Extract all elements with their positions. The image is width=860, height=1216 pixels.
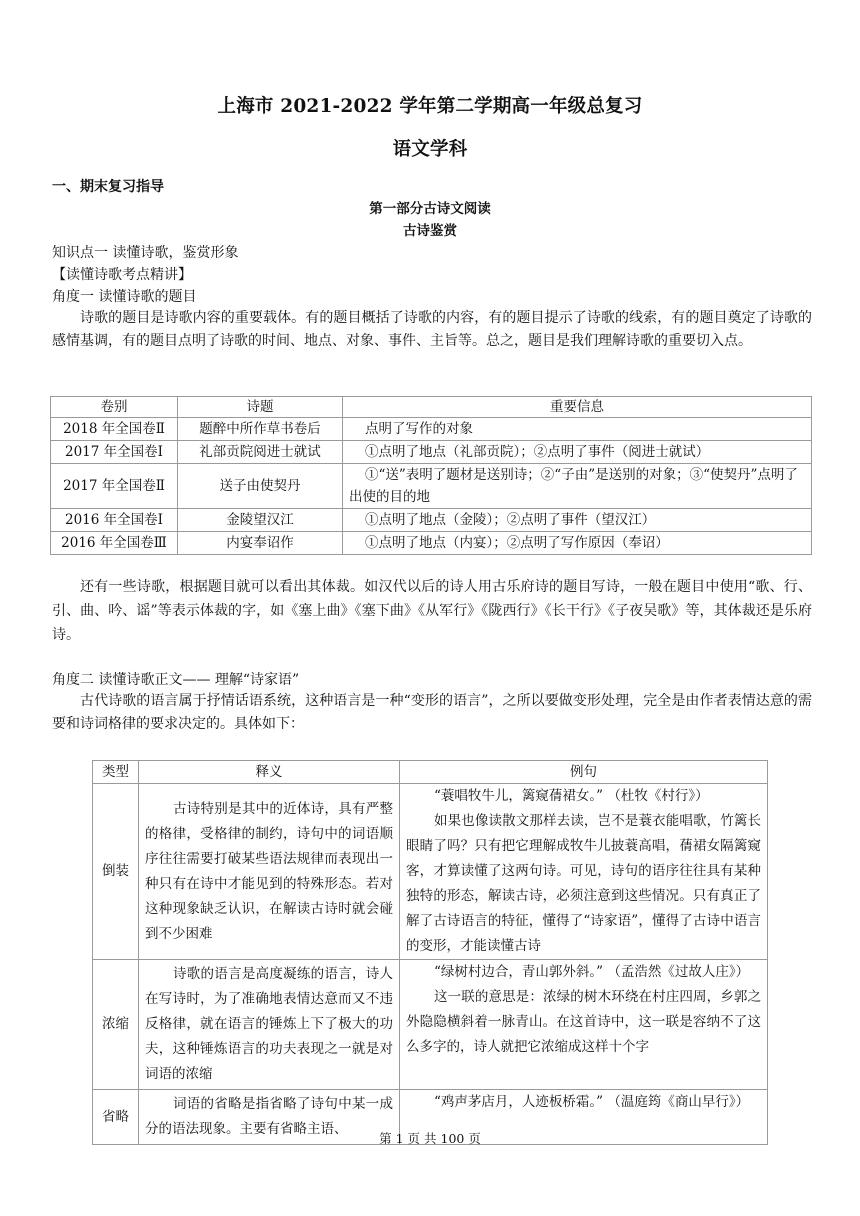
table-cell: 送子由使契丹 <box>178 464 343 509</box>
table-cell: 题醉中所作草书卷后 <box>178 418 343 441</box>
table-cell <box>139 960 400 1090</box>
column-header: 重要信息 <box>343 397 812 418</box>
example-quote: “蓑唱牧牛儿，篱窥蒨裙女。” （杜牧《村行》） <box>434 788 709 804</box>
table-header-row <box>93 761 768 784</box>
table-row <box>51 509 812 532</box>
poem-title-table <box>50 396 812 555</box>
table-cell: 2016 年全国卷Ⅲ <box>51 532 178 555</box>
paragraph: 古代诗歌的语言属于抒情话语系统，这种语言是一种“变形的语言”，之所以要做变形处理，完全是由作者表情达意的需要和诗词格律的要求决定的。具体如下： <box>52 693 812 732</box>
table-cell: ①点明了地点（内宴）；②点明了写作原因（奉诏） <box>343 532 812 555</box>
page-footer: 第 1 页 共 100 页 <box>379 1131 481 1146</box>
part-heading: 第一部分古诗文阅读 <box>369 201 491 217</box>
definition-text: 词语的省略是指省略了诗句中某一成分的语法现象。主要有省略主语、 <box>145 1096 393 1137</box>
knowledge-point: 知识点一 读懂诗歌，鉴赏形象 <box>52 245 239 261</box>
table-row <box>51 464 812 509</box>
table-cell: 2018 年全国卷Ⅱ <box>51 418 178 441</box>
example-explanation: 如果也像读散文那样去读，岂不是蓑衣能唱歌，竹篱长眼睛了吗？只有把它理解成牧牛儿披蓑高唱，蒨裙女隔篱窥客，才算读懂了这两句诗。可见，诗句的语序往往具有某种独特的形态，解读古诗，必须注意到这些情况。只有真正了解了古诗语言的特征，懂得了“诗家语”，懂得了古诗中语言的变形，才能读懂古诗 <box>406 813 761 954</box>
table-cell <box>139 784 400 960</box>
table-cell: ①点明了地点（礼部贡院）；②点明了事件（阅进士就试） <box>343 441 812 464</box>
table-cell: 浓缩 <box>93 960 139 1090</box>
table-cell: 点明了写作的对象 <box>343 418 812 441</box>
table-cell: ①点明了地点（金陵）；②点明了事件（望汉江） <box>343 509 812 532</box>
definition-text: 诗歌的语言是高度凝练的语言，诗人在写诗时，为了准确地表情达意而又不违反格律，就在语言的锤炼上下了极大的功夫，这种锤炼语言的功夫表现之一就是对词语的浓缩 <box>145 966 393 1082</box>
paragraph: 诗歌的题目是诗歌内容的重要载体。有的题目概括了诗歌的内容，有的题目提示了诗歌的线索，有的题目奠定了诗歌的感情基调，有的题目点明了诗歌的时间、地点、对象、事件、主旨等。总之，题目是我们理解诗歌的重要切入点。 <box>52 310 812 349</box>
document-subtitle: 语文学科 <box>392 139 468 160</box>
column-header: 例句 <box>400 761 768 784</box>
table-cell: 内宴奉诏作 <box>178 532 343 555</box>
table-cell: 2017 年全国卷Ⅰ <box>51 441 178 464</box>
angle-one-heading: 角度一 读懂诗歌的题目 <box>52 289 197 305</box>
table-cell: ①“送”表明了题材是送别诗；②“子由”是送别的对象；③“使契丹”点明了出使的目的地 <box>343 464 812 509</box>
example-quote: “鸡声茅店月，人迹板桥霜。” （温庭筠《商山早行》） <box>434 1094 750 1110</box>
language-feature-table <box>92 760 768 1145</box>
column-header: 释义 <box>139 761 400 784</box>
table-cell: 2016 年全国卷Ⅰ <box>51 509 178 532</box>
table-cell <box>400 960 768 1090</box>
example-quote: “绿树村边合，青山郭外斜。” （孟浩然《过故人庄》） <box>434 964 750 980</box>
table-row <box>93 960 768 1090</box>
column-header: 诗题 <box>178 397 343 418</box>
document-title: 上海市 2021-2022 学年第二学期高一年级总复习 <box>217 96 643 117</box>
table-cell: 金陵望汉江 <box>178 509 343 532</box>
definition-text: 古诗特别是其中的近体诗，具有严整的格律，受格律的制约，诗句中的词语顺序往往需要打破某些语法规律而表现出一种只有在诗中才能见到的特殊形态。若对这种现象缺乏认识，在解读古诗时就会碰到不少困难 <box>145 800 393 942</box>
example-explanation: 这一联的意思是：浓绿的树木环绕在村庄四周，乡郭之外隐隐横斜着一脉青山。在这首诗中，这一联是容纳不了这么多字的，诗人就把它浓缩成这样十个字 <box>406 989 761 1055</box>
table-cell: 礼部贡院阅进士就试 <box>178 441 343 464</box>
table-row <box>93 784 768 960</box>
table-cell <box>400 784 768 960</box>
table-cell: 2017 年全国卷Ⅱ <box>51 464 178 509</box>
table-cell: 省略 <box>93 1090 139 1145</box>
table-cell: 倒装 <box>93 784 139 960</box>
bracket-heading: 【读懂诗歌考点精讲】 <box>52 267 192 283</box>
table-row <box>51 418 812 441</box>
paragraph: 还有一些诗歌，根据题目就可以看出其体裁。如汉代以后的诗人用古乐府诗的题目写诗，一般在题目中使用“歌、行、引、曲、吟、谣”等表示体裁的字，如《塞上曲》《塞下曲》《从军行》《陇西行》《长干行》《子夜吴歌》等，其体裁还是乐府诗。 <box>52 579 812 643</box>
column-header: 类型 <box>93 761 139 784</box>
table-row <box>51 441 812 464</box>
section-heading: 一、期末复习指导 <box>52 179 164 195</box>
table-header-row <box>51 397 812 418</box>
angle-two-heading: 角度二 读懂诗歌正文—— 理解“诗家语” <box>52 672 300 688</box>
subpart-heading: 古诗鉴赏 <box>403 223 457 239</box>
column-header: 卷别 <box>51 397 178 418</box>
table-row <box>51 532 812 555</box>
